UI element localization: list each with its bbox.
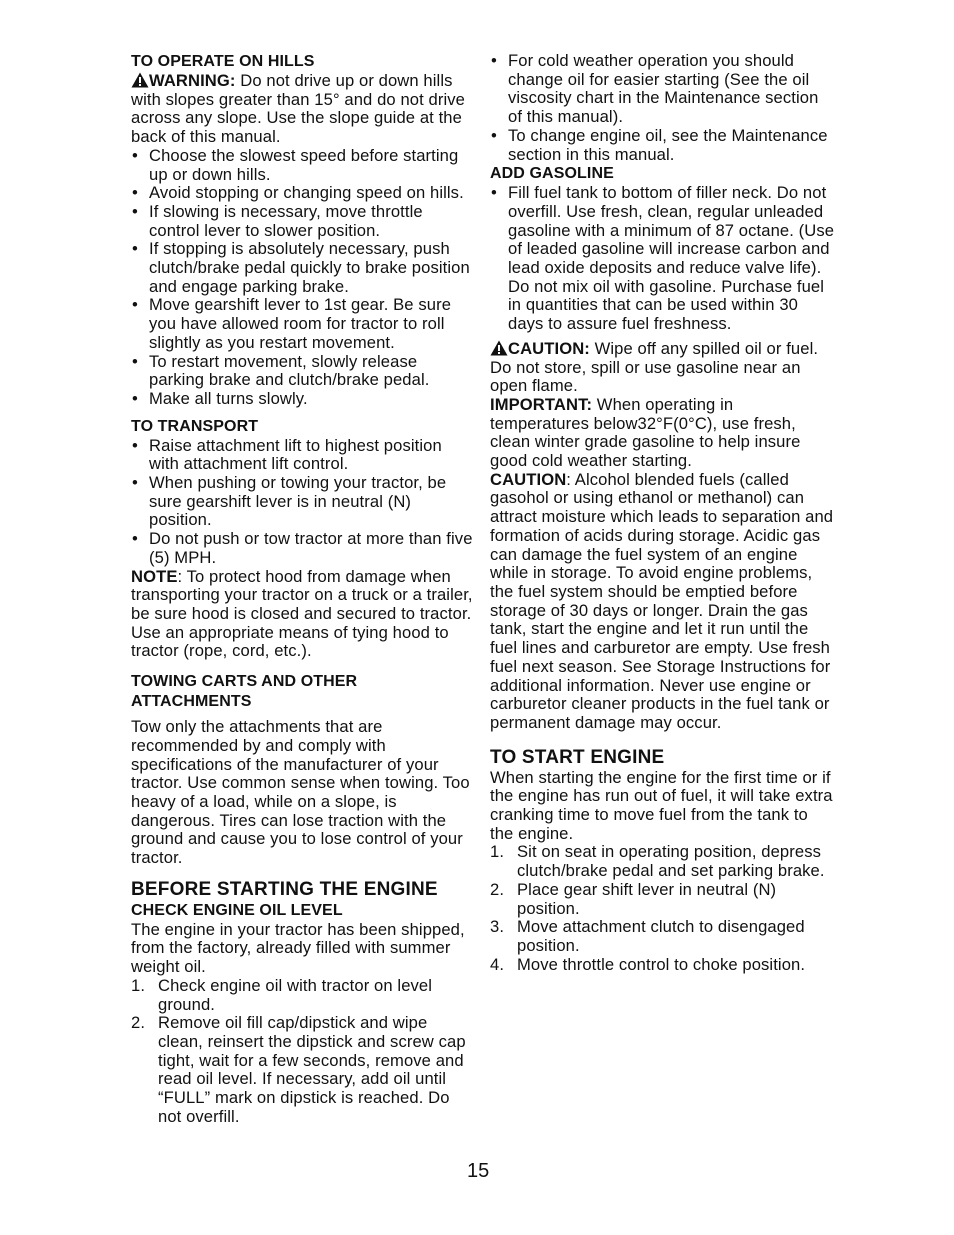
list-item [490, 918, 835, 955]
hills-heading: TO OPERATE ON HILLS [131, 53, 315, 70]
list-item: • To restart movement, slowly release parking brake and clutch/brake pedal. [131, 353, 476, 390]
page-number: 15 [467, 1160, 490, 1182]
step-number: 2. [490, 879, 505, 899]
list-item: • If stopping is absolutely necessary, push clutch/brake pedal quickly to brake position and engage parking brake. [131, 240, 476, 296]
before-starting-heading: BEFORE STARTING THE ENGINE [131, 878, 438, 900]
warning-triangle-icon [131, 72, 149, 88]
transport-heading: TO TRANSPORT [131, 417, 259, 435]
gasoline-bullet-list [490, 184, 835, 334]
important-text: When operating in temperatures below32°F(0°C), use fresh, clean winter grade gasoline to help insure good cold weather starting. [490, 394, 801, 471]
check-oil-heading: CHECK ENGINE OIL LEVEL [131, 901, 343, 919]
step-text: Remove oil fill cap/dipstick and wipe clean, reinsert the dipstick and screw cap tight, wait for a few seconds, remove and read oil level. If necessary, add oil until “FULL” mark on dipstick is reached. Do not overfill. [158, 1013, 466, 1126]
warning-label: WARNING: [149, 71, 236, 90]
note-text: : To protect hood from damage when transporting your tractor on a truck or a trailer, be sure hood is closed and secured to tractor. Use an appropriate means of tying hood to tractor (rope, cord, etc.). [131, 566, 473, 661]
list-item: • Choose the slowest speed before starting up or down hills. [131, 147, 476, 184]
step-number: 3. [490, 917, 505, 937]
list-item: • If slowing is necessary, move throttle control lever to slower position. [131, 203, 476, 240]
step-text: Check engine oil with tractor on level ground. [158, 975, 433, 1014]
alcohol-caution-paragraph [490, 471, 835, 733]
warning-text: Do not drive up or down hills with slopes greater than 15° and do not drive across any slope. Use the slope guide at the back of this manual. [131, 71, 466, 147]
step-number: 4. [490, 954, 505, 974]
caution-text: Wipe off any spilled oil or fuel. Do not store, spill or use gasoline near an open flame. [490, 338, 819, 396]
list-item [131, 977, 476, 1014]
check-oil-steps [131, 977, 476, 1127]
list-item [131, 1014, 476, 1126]
note-label: NOTE [131, 566, 178, 586]
important-label: IMPORTANT: [490, 394, 593, 414]
hills-bullet-list [131, 147, 476, 409]
list-item: • To change engine oil, see the Maintenance section in this manual. [490, 127, 835, 164]
step-number: 1. [131, 975, 146, 995]
step-number: 2. [131, 1013, 146, 1033]
warning-triangle-icon [490, 340, 508, 356]
step-text: Move attachment clutch to disengaged position. [517, 917, 805, 955]
check-oil-text: The engine in your tractor has been shipped, from the factory, already filled with summer weight oil. [131, 919, 465, 977]
left-column [131, 52, 476, 1126]
list-item: • Do not push or tow tractor at more than five (5) MPH. [131, 530, 476, 567]
start-engine-steps [490, 843, 835, 974]
list-item [490, 956, 835, 975]
list-item: • Raise attachment lift to highest position with attachment lift control. [131, 437, 476, 474]
towing-text: Tow only the attachments that are recommended by and comply with specifications of the manufacturer of your tractor. Use common sense when towing. Too heavy of a load, while on a slope, is dangerous. Tires can lose traction with the ground and cause you to lose control of your tractor. [131, 717, 470, 868]
important-paragraph [490, 396, 835, 471]
caution2-label: CAUTION [490, 469, 567, 489]
list-item: • For cold weather operation you should change oil for easier starting (See the oil viscosity chart in the Maintenance section of this manual). [490, 52, 835, 127]
caution-label: CAUTION: [508, 338, 590, 358]
caution-paragraph [490, 340, 835, 396]
start-engine-heading: TO START ENGINE [490, 746, 665, 768]
add-gasoline-heading: ADD GASOLINE [490, 165, 614, 183]
step-text: Sit on seat in operating position, depress clutch/brake pedal and set parking brake. [517, 842, 825, 881]
list-item: • Fill fuel tank to bottom of filler neck. Do not overfill. Use fresh, clean, regular unleaded gasoline with a minimum of 87 octane. (Use of leaded gasoline will increase carbon and lead oxide deposits and reduce valve life). Do not mix oil with gasoline. Purchase fuel in quantities that can be used within 30 days to assure fuel freshness. [490, 184, 835, 334]
oil-bullet-list [490, 52, 835, 164]
list-item: • When pushing or towing your tractor, be sure gearshift lever is in neutral (N) position. [131, 474, 476, 530]
step-text: Move throttle control to choke position. [517, 954, 806, 974]
list-item: • Avoid stopping or changing speed on hills. [131, 184, 476, 203]
step-text: Place gear shift lever in neutral (N) position. [517, 879, 777, 918]
list-item [490, 881, 835, 918]
list-item [490, 843, 835, 880]
right-column [490, 52, 835, 974]
list-item: • Make all turns slowly. [131, 390, 476, 409]
list-item: • Move gearshift lever to 1st gear. Be sure you have allowed room for tractor to roll slightly as you restart movement. [131, 296, 476, 352]
transport-bullet-list [131, 437, 476, 568]
towing-heading: TOWING CARTS AND OTHER ATTACHMENTS [131, 673, 358, 711]
transport-note [131, 568, 476, 662]
start-engine-text: When starting the engine for the first time or if the engine has run out of fuel, it will take extra cranking time to move fuel from the tank to the engine. [490, 767, 833, 843]
hills-warning [131, 72, 476, 147]
step-number: 1. [490, 842, 505, 862]
caution2-text: : Alcohol blended fuels (called gasohol or using ethanol or methanol) can attract moisture which leads to separation and formation of acids during storage. Acidic gas can damage the fuel system of an engine while in storage. To avoid engine problems, the fuel system should be emptied before storage of 30 days or longer. Drain the gas tank, start the engine and let it run until the fuel lines and carburetor are empty. Use fresh fuel next season. See Storage Instructions for additional information. Never use engine or carburetor cleaner products in the fuel tank or permanent damage may occur. [490, 469, 834, 732]
